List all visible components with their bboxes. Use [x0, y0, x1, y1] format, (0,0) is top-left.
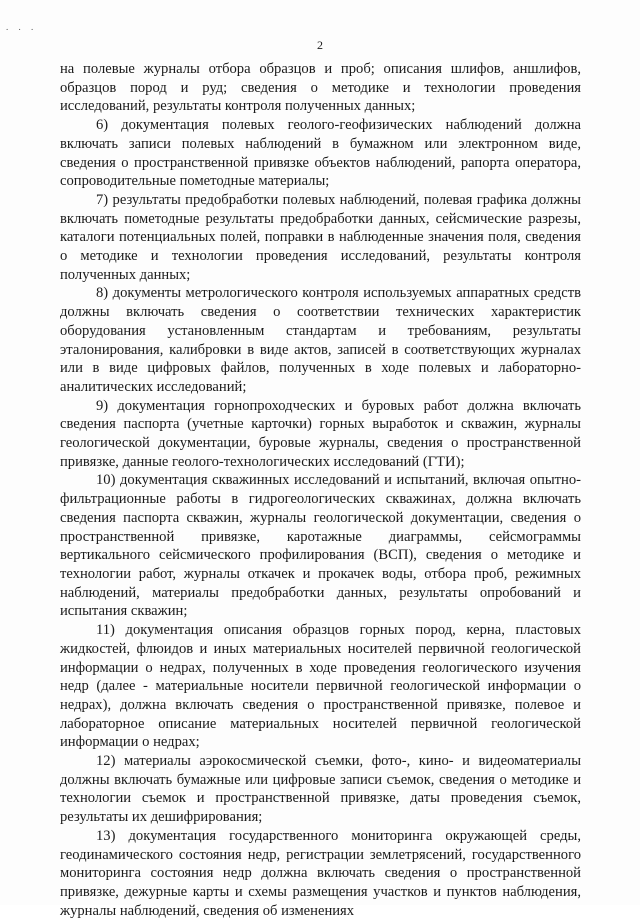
paragraph-item-8: 8) документы метрологического контроля используемых аппаратных средств должны включать сведения о соответствии технических характеристик оборудования установленным стандартам и требованиям, результаты эталонирования, калибровки в виде актов, записей в соответствующих журналах или в виде цифровых файлов, полученных в ходе полевых и лабораторно-аналитических исследований; [60, 285, 581, 395]
paragraph-item-6: 6) документация полевых геолого-геофизических наблюдений должна включать записи полевых наблюдений в бумажном или электронном виде, сведения о пространственной привязке объектов наблюдений, рапорта оператора, сопроводительные пометодные материалы; [60, 117, 581, 190]
page-number: 2 [317, 38, 323, 52]
paragraph-continuation: на полевые журналы отбора образцов и проб; описания шлифов, аншлифов, образцов пород и руд; сведения о методике и технологии проведения исследований, результаты контроля полученных данных; [60, 61, 581, 115]
paragraph-item-13: 13) документация государственного мониторинга окружающей среды, геодинамического состояния недр, регистрации землетрясений, государственного мониторинга состояния недр должна включать сведения о пространственной привязке, дежурные карты и схемы размещения участков и пунктов наблюдения, журналы наблюдений, сведения об изменениях [60, 827, 581, 919]
paragraph-item-10: 10) документация скважинных исследований и испытаний, включая опытно-фильтрационные работы в гидрогеологических скважинах, должна включать сведения паспорта скважин, журналы геологической документации, сведения о пространственной привязке, каротажные диаграммы, сейсмограммы вертикального сейсмического профилирования (ВСП), сведения о методике и технологии работ, журналы откачек и прокачек воды, отбора проб, режимных наблюдений, материалы предобработки данных, результаты опробований и испытания скважин; [60, 472, 581, 620]
paragraph-item-12: 12) материалы аэрокосмической съемки, фото-, кино- и видеоматериалы должны включать бумажные или цифровые записи съемок, сведения о методике и технологии съемок и пространственной привязке, даты проведения съемок, результаты их дешифрирования; [60, 753, 581, 826]
paragraph-item-11: 11) документация описания образцов горных пород, керна, пластовых жидкостей, флюидов и иных материальных носителей первичной геологической информации о недрах, полученных в ходе проведения геологического изучения недр (далее - материальные носители первичной геологической информации о недрах), должна включать сведения о пространственной привязке, полевое и лабораторное описание материальных носителей первичной геологической информации о недрах; [60, 622, 581, 751]
scan-corner-marks: . . . [6, 22, 38, 32]
paragraph-item-9: 9) документация горнопроходческих и буровых работ должна включать сведения паспорта (учетные карточки) горных выработок и скважин, журналы геологической документации, буровые журналы, сведения о пространственной привязке, данные геолого-технологических исследований (ГТИ); [60, 397, 581, 470]
paragraph-item-7: 7) результаты предобработки полевых наблюдений, полевая графика должны включать пометодные результаты предобработки данных, сейсмические разрезы, каталоги потенциальных полей, поправки в наблюденные значения поля, сведения о методике и технологии проведения исследований, результаты контроля полученных данных; [60, 191, 581, 283]
document-body [60, 60, 581, 920]
